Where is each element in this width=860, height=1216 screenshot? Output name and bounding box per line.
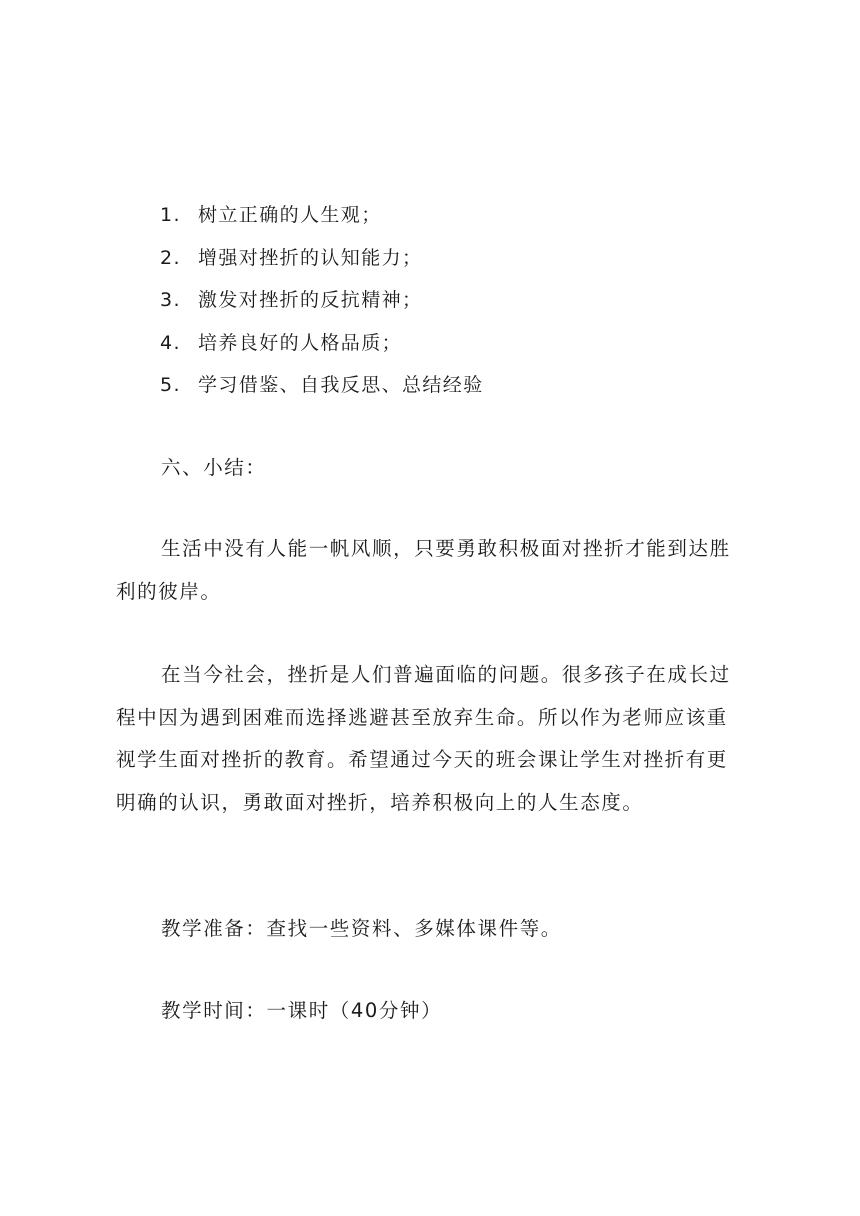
- list-item-number: 2.: [160, 246, 181, 269]
- list-item-number: 3.: [160, 289, 181, 311]
- list-item: [160, 285, 484, 328]
- list-item-text: 培养良好的人格品质；: [198, 331, 403, 354]
- list-item: [160, 243, 484, 286]
- list-item: [160, 370, 484, 413]
- list-item-number: 1.: [160, 204, 181, 226]
- teaching-prep-line: 教学准备：查找一些资料、多媒体课件等。: [161, 917, 562, 940]
- section-heading: 六、小结：: [161, 456, 267, 479]
- list-item-number: 4.: [160, 331, 181, 354]
- objectives-list: [160, 200, 484, 413]
- list-item-text: 激发对挫折的反抗精神；: [198, 289, 423, 311]
- summary-paragraph: 生活中没有人能一帆风顺，只要勇敢积极面对挫折才能到达胜利的彼岸。: [116, 537, 731, 603]
- list-item-number: 5.: [160, 374, 181, 396]
- list-item-text: 增强对挫折的认知能力；: [198, 246, 423, 269]
- list-item-text: 学习借鉴、自我反思、总结经验: [198, 374, 484, 396]
- teaching-time-line: 教学时间：一课时（40分钟）: [161, 999, 443, 1022]
- body-paragraph: 在当今社会，挫折是人们普遍面临的问题。很多孩子在成长过程中因为遇到困难而选择逃避甚至放弃生命。所以作为老师应该重视学生面对挫折的教育。希望通过今天的班会课让学生对挫折有更明确的认识，勇敢面对挫折，培养积极向上的人生态度。: [116, 663, 731, 814]
- list-item: [160, 328, 484, 371]
- list-item: [160, 200, 484, 243]
- list-item-text: 树立正确的人生观；: [198, 204, 382, 226]
